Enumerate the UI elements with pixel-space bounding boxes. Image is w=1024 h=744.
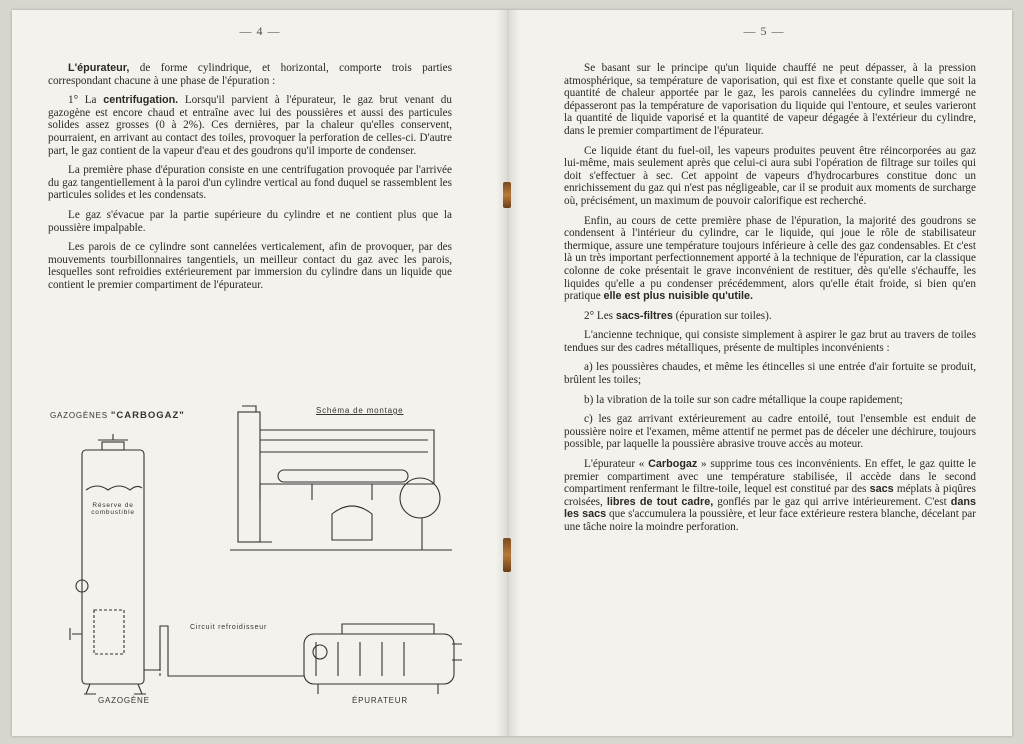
centrifuge-section [313,645,327,659]
frame-rails [260,440,428,452]
page-4-body [48,62,452,299]
air-inlet [70,628,82,640]
fuel-level [86,486,142,490]
gazogene-cap [102,442,124,450]
paragraph-8: c) les gaz arrivant extérieurement au cadre entoilé, tout l'ensemble est enduit de poussière noire et l'examen, même attentif ne permet pas de déceler une déchirure, toujours possible, par laquelle la poussière abrasive trouve accès au moteur. [564,413,976,451]
paragraph-4: Le gaz s'évacue par la partie supérieure du cylindre et ne contient plus que la poussière impalpable. [48,208,452,234]
paragraph-6: a) les poussières chaudes, et même les étincelles si une entrée d'air fortuite se produit, brûlent les toiles; [564,361,976,387]
paragraph-1: Se basant sur le principe qu'un liquide chauffé ne peut dépasser, à la pression atmosphérique, sa température de vaporisation, qui est fixe et constante quelle que soit la quantité de chaleur apportée par le gaz, les parois cannelées du cylindre immergé ne dépasseront pas la température de vaporisation du liquide qui l'entoure, et seules varieront la quantité de liquide vaporisé et la quantité de vapeur dégagée à l'extérieur du cylindre, dans le premier compartiment de l'épurateur. [564,62,976,137]
bold-term: sacs-filtres [615,309,673,322]
section-number: 2° Les [584,309,616,322]
diagram-drawing [42,390,482,720]
bold-phrase: elle est plus nuisible qu'utile. [603,290,754,303]
circuit-label: Circuit refroidisseur [190,624,268,631]
bold-term: L'épurateur, [68,62,130,74]
paragraph-9: L'épurateur « Carbogaz » supprime tous ces inconvénients. En effet, le gaz quitte le premier compartiment avec une température stabilisée, il accède dans le second compartiment renfermant le filtre-toile, lequel est constitué par des sacs méplats à piqûres croisées, libres de tout cadre, gonflés par le gaz qui arrive intérieurement. C'est dans les sacs que s'accumulera la poussière, et leur face extérieure restera blanche, décelant par une tâche noire la moindre perforation. [564,458,976,533]
paragraph-1 [48,62,452,87]
paragraph-2 [48,94,452,157]
figure-brand: GAZOGÈNES "CARBOGAZ" [50,410,185,421]
gazogene-feet [84,684,146,694]
paragraph-4 [564,310,976,323]
page-number: — 4 — [239,24,281,38]
gazogene-body [82,450,144,684]
page-5-body [564,62,976,541]
page-number: — 5 — [743,24,785,38]
paragraph-text: Enfin, au cours de cette première phase de l'épuration, la majorité des goudrons se condensent à l'intérieur du cylindre, car le liquide, qui joue le rôle de stabilisateur thermique, assure une température toujours inférieure à celle des gaz condensables. Et c'est là un très important perfectionnement apporté à la technique de l'épuration, car la classique colonne de coke présentait le grave inconvénient de restituer, dès qu'elle s'échauffe, les liquides qu'elle a pu condenser précédemment, alors qu'elle était froide, si bien qu'en pratique [564,214,976,303]
filter-bags [316,642,404,676]
connecting-pipe [278,470,408,482]
carbogaz-diagram [42,390,482,720]
paragraph-text: de forme cylindrique, et horizontal, comporte trois parties correspondant chacune à une phase de l'épuration : [48,62,452,87]
paragraph-3: La première phase d'épuration consiste en une centrifugation provoquée par l'arrivée du gaz tangentiellement à la paroi d'un cylindre vertical au fond duquel se rassemblent les particules solides et les condensats. [48,164,452,202]
reserve-label: Réserve de combustible [91,502,135,516]
paragraph-7: b) la vibration de la toile sur son cadre métallique la coupe rapidement; [584,393,903,406]
rear-axle [332,506,372,540]
page-5 [516,10,1012,736]
paragraph-text: (épuration sur toiles). [672,309,772,322]
paragraph-text: Lorsqu'il parvient à l'épurateur, le gaz brut venant du gazogène est encore chaud et entraîne avec lui des poussières et aussi des particules solides assez grosses (0 à 2%). Ces dernières, par la chaleur qu'elles conservent, pourraient, en arrivant au contact des toiles, provoquer la perforation de celles-ci. D'autre part, le gaz contient de la vapeur d'eau et des goudrons qu'il importe de condenser. [48,94,452,157]
epurateur-top-pipe [342,624,434,634]
paragraph-5: Les parois de ce cylindre sont cannelées verticalement, afin de provoquer, par des mouvements tourbillonnaires tangentiels, un meilleur contact du gaz avec les parois, lesquelles sont refroidies extérieurement par immersion du cylindre dans un liquide que contient le premier compartiment de l'épurateur. [48,241,452,291]
bold-term: centrifugation. [103,94,179,107]
schema-title: Schéma de montage [316,406,404,415]
hearth [94,610,124,654]
mounted-gazogene [238,412,260,542]
page-4 [12,10,508,736]
gazogene-label: GAZOGÈNE [98,696,150,705]
mounted-gazogene-top [242,406,256,412]
paragraph-2: Ce liquide étant du fuel-oil, les vapeurs produites peuvent être réincorporées au gaz lui-même, mais seulement après que celui-ci aura subi l'opération de filtrage sur toiles qui doit s'effectuer à sec. Cet appoint de vapeurs d'hydrocarbures constitue donc un enrichissement du gaz qui n'est pas négligeable, car il se produit aux moments de surcharge où, précisément, un maximum de pouvoir calorifique est recherché. [564,144,976,207]
epurateur-fittings [318,644,462,694]
section-number: 1° La [68,94,104,107]
paragraph-5: L'ancienne technique, qui consiste simplement à aspirer le gaz brut au travers de toiles tendues sur des cadres métalliques, présente de multiples inconvénients : [564,329,976,354]
booklet-spread [12,10,1012,736]
gazogene-lid [98,434,128,440]
epurateur-label: ÉPURATEUR [352,696,408,705]
cooling-circuit-pipe [144,626,304,676]
epurateur-body [304,634,454,684]
paragraph-3 [564,215,976,303]
